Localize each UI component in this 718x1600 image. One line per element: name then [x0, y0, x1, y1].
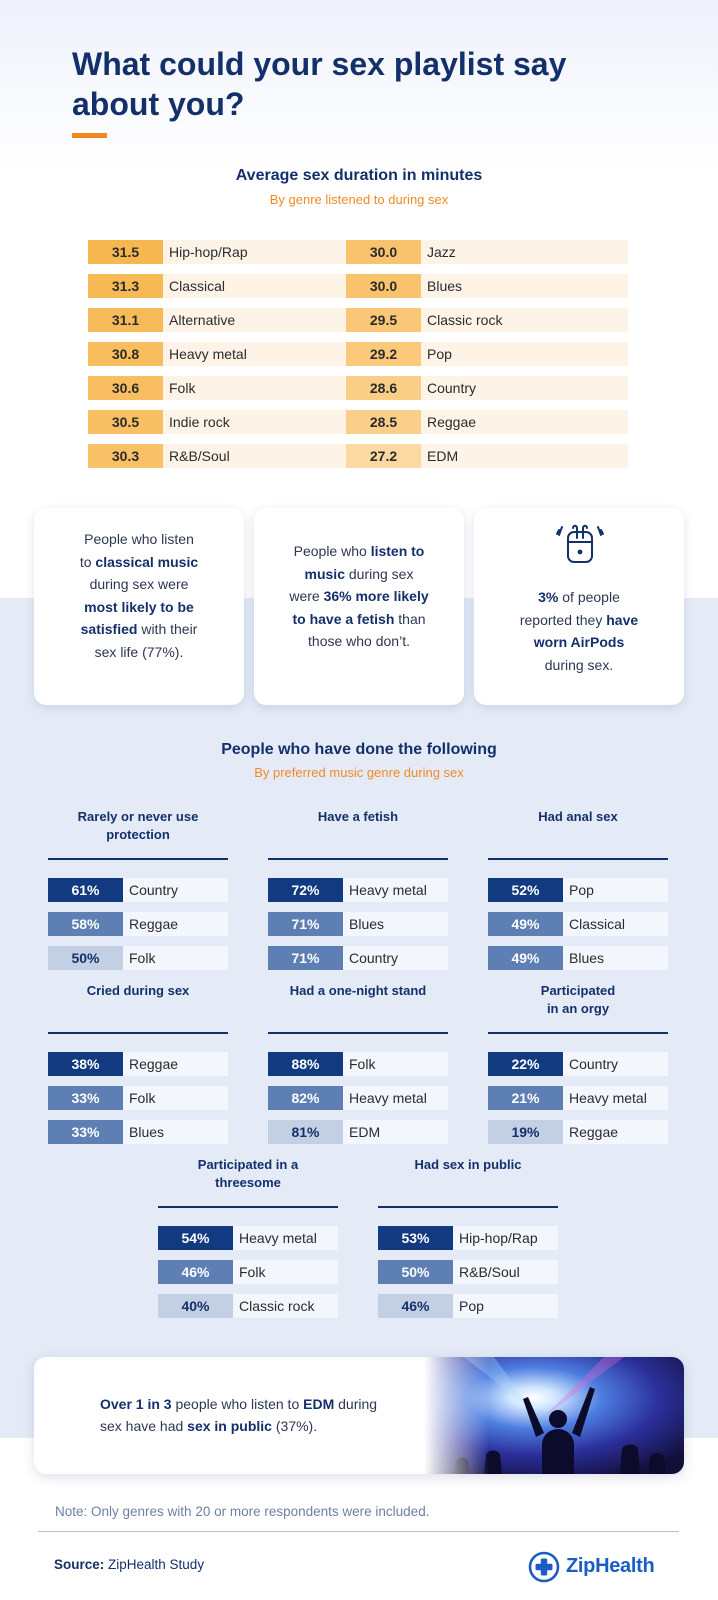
- group-genre: Classic rock: [239, 1298, 315, 1314]
- group-genre: Blues: [569, 950, 605, 966]
- duration-genre: Jazz: [427, 244, 456, 260]
- group-genre: Heavy metal: [349, 1090, 427, 1106]
- duration-genre: Indie rock: [169, 414, 230, 430]
- group-row: [488, 878, 668, 902]
- group-row: [488, 1052, 668, 1076]
- group-row: [48, 1052, 228, 1076]
- group-row: [268, 912, 448, 936]
- group-value: 38%: [48, 1052, 123, 1076]
- group-genre: Blues: [349, 916, 385, 932]
- group-row: [268, 1120, 448, 1144]
- group-genre: Reggae: [129, 916, 179, 932]
- duration-genre: Blues: [427, 278, 463, 294]
- duration-value: 30.0: [346, 240, 421, 264]
- group-row: [378, 1226, 558, 1250]
- group-row: [268, 1052, 448, 1076]
- group-value: 61%: [48, 878, 123, 902]
- footnote: Note: Only genres with 20 or more respondents were included.: [55, 1504, 430, 1519]
- group-row: [48, 1120, 228, 1144]
- group-title: Cried during sex: [86, 983, 190, 998]
- group-row: [48, 1086, 228, 1110]
- airpods-fact-text: 3% of people reported they have worn AirPods during sex.: [519, 589, 639, 673]
- group-value: 50%: [378, 1260, 453, 1284]
- group-value: 58%: [48, 912, 123, 936]
- title-accent-rule: [72, 133, 107, 138]
- group-value: 33%: [48, 1120, 123, 1144]
- group-title: Had sex in public: [414, 1157, 522, 1172]
- group-title: Had anal sex: [538, 809, 618, 824]
- group-genre: Folk: [129, 1090, 156, 1106]
- duration-row: [88, 444, 370, 468]
- group-value: 21%: [488, 1086, 563, 1110]
- airpods-fact-card: [474, 508, 684, 705]
- duration-genre: Alternative: [169, 312, 236, 328]
- fetish-fact-text: People who listen to music during sex were 36% more likely to have a fetish than those who don’t.: [289, 543, 429, 649]
- group-value: 52%: [488, 878, 563, 902]
- group-value: 81%: [268, 1120, 343, 1144]
- group-genre: Country: [129, 882, 179, 898]
- page-title: What could your sex playlist say about you?: [72, 46, 567, 122]
- group-row: [488, 1086, 668, 1110]
- group-genre: Pop: [459, 1298, 484, 1314]
- duration-value: 30.5: [88, 410, 163, 434]
- duration-value: 27.2: [346, 444, 421, 468]
- group-genre: Hip-hop/Rap: [459, 1230, 538, 1246]
- duration-row: [88, 308, 370, 332]
- group-genre: Country: [349, 950, 399, 966]
- duration-row: [88, 376, 370, 400]
- group-row: [48, 912, 228, 936]
- classical-fact-text: People who listen to classical music during sex were most likely to be satisfied with their sex life (77%).: [79, 531, 199, 660]
- duration-value: 28.5: [346, 410, 421, 434]
- group-genre: Heavy metal: [349, 882, 427, 898]
- source-line: Source: ZipHealth Study: [54, 1557, 205, 1572]
- group-value: 88%: [268, 1052, 343, 1076]
- duration-genre: Country: [427, 380, 477, 396]
- duration-row: [346, 342, 628, 366]
- group-rule: [268, 858, 448, 860]
- group-value: 40%: [158, 1294, 233, 1318]
- group-value: 19%: [488, 1120, 563, 1144]
- group-genre: R&B/Soul: [459, 1264, 520, 1280]
- duration-value: 30.0: [346, 274, 421, 298]
- group-genre: Folk: [349, 1056, 376, 1072]
- group-value: 82%: [268, 1086, 343, 1110]
- group-row: [378, 1294, 558, 1318]
- group-value: 72%: [268, 878, 343, 902]
- duration-genre: R&B/Soul: [169, 448, 230, 464]
- group-row: [488, 946, 668, 970]
- duration-title: Average sex duration in minutes: [235, 167, 483, 184]
- airpods-icon: [554, 522, 606, 568]
- duration-row: [346, 240, 628, 264]
- duration-value: 30.8: [88, 342, 163, 366]
- group-row: [48, 878, 228, 902]
- group-genre: Country: [569, 1056, 619, 1072]
- duration-row: [88, 410, 370, 434]
- group-row: [48, 946, 228, 970]
- group-genre: Reggae: [569, 1124, 619, 1140]
- group-value: 50%: [48, 946, 123, 970]
- group-row: [488, 912, 668, 936]
- group-row: [378, 1260, 558, 1284]
- group-rule: [158, 1206, 338, 1208]
- group-value: 53%: [378, 1226, 453, 1250]
- group-value: 54%: [158, 1226, 233, 1250]
- duration-subtitle: By genre listened to during sex: [269, 192, 449, 207]
- group-row: [158, 1226, 338, 1250]
- group-genre: Heavy metal: [239, 1230, 317, 1246]
- group-row: [268, 946, 448, 970]
- duration-genre: EDM: [427, 448, 459, 464]
- group-value: 46%: [158, 1260, 233, 1284]
- duration-row: [88, 342, 370, 366]
- duration-row: [346, 308, 628, 332]
- group-title: Participated in an orgy: [540, 983, 616, 1016]
- group-value: 33%: [48, 1086, 123, 1110]
- group-genre: Heavy metal: [569, 1090, 647, 1106]
- following-title: People who have done the following: [221, 741, 497, 758]
- duration-genre: Folk: [169, 380, 196, 396]
- duration-value: 31.5: [88, 240, 163, 264]
- group-value: 22%: [488, 1052, 563, 1076]
- duration-genre: Reggae: [427, 414, 477, 430]
- fetish-fact-card: [254, 508, 464, 705]
- medical-cross-icon: [528, 1551, 560, 1583]
- section-background: [0, 598, 718, 1438]
- group-rule: [488, 1032, 668, 1034]
- group-genre: Blues: [129, 1124, 165, 1140]
- duration-value: 30.3: [88, 444, 163, 468]
- group-rule: [378, 1206, 558, 1208]
- duration-row: [346, 444, 628, 468]
- group-value: 71%: [268, 946, 343, 970]
- duration-value: 31.1: [88, 308, 163, 332]
- group-title: Had a one-night stand: [289, 983, 427, 998]
- group-value: 49%: [488, 912, 563, 936]
- duration-row: [88, 240, 370, 264]
- group-row: [158, 1260, 338, 1284]
- group-title: Have a fetish: [317, 809, 399, 824]
- group-row: [268, 878, 448, 902]
- group-genre: Folk: [239, 1264, 266, 1280]
- brand-name: ZipHealth: [566, 1555, 655, 1577]
- group-rule: [48, 1032, 228, 1034]
- duration-row: [346, 274, 628, 298]
- duration-genre: Classic rock: [427, 312, 503, 328]
- duration-value: 30.6: [88, 376, 163, 400]
- group-row: [158, 1294, 338, 1318]
- edm-fact-text: Over 1 in 3 people who listen to EDM during sex have had sex in public (37%).: [100, 1396, 378, 1434]
- group-title: Rarely or never use protection: [77, 809, 199, 842]
- group-value: 49%: [488, 946, 563, 970]
- classical-fact-card: [34, 508, 244, 705]
- group-genre: EDM: [349, 1124, 381, 1140]
- group-row: [488, 1120, 668, 1144]
- duration-genre: Hip-hop/Rap: [169, 244, 248, 260]
- edm-fact-card: [34, 1357, 684, 1474]
- duration-value: 29.2: [346, 342, 421, 366]
- group-rule: [488, 858, 668, 860]
- group-rule: [268, 1032, 448, 1034]
- group-value: 46%: [378, 1294, 453, 1318]
- group-genre: Folk: [129, 950, 156, 966]
- duration-value: 31.3: [88, 274, 163, 298]
- group-genre: Classical: [569, 916, 626, 932]
- duration-row: [346, 410, 628, 434]
- group-genre: Pop: [569, 882, 594, 898]
- group-rule: [48, 858, 228, 860]
- footer-divider: [38, 1531, 679, 1532]
- concert-crowd-image: [424, 1357, 684, 1474]
- duration-row: [88, 274, 370, 298]
- group-genre: Reggae: [129, 1056, 179, 1072]
- duration-genre: Pop: [427, 346, 452, 362]
- group-title: Participated in a threesome: [197, 1157, 299, 1190]
- group-value: 71%: [268, 912, 343, 936]
- group-row: [268, 1086, 448, 1110]
- following-subtitle: By preferred music genre during sex: [254, 765, 464, 780]
- duration-genre: Heavy metal: [169, 346, 247, 362]
- duration-row: [346, 376, 628, 400]
- duration-value: 28.6: [346, 376, 421, 400]
- duration-value: 29.5: [346, 308, 421, 332]
- duration-genre: Classical: [169, 278, 226, 294]
